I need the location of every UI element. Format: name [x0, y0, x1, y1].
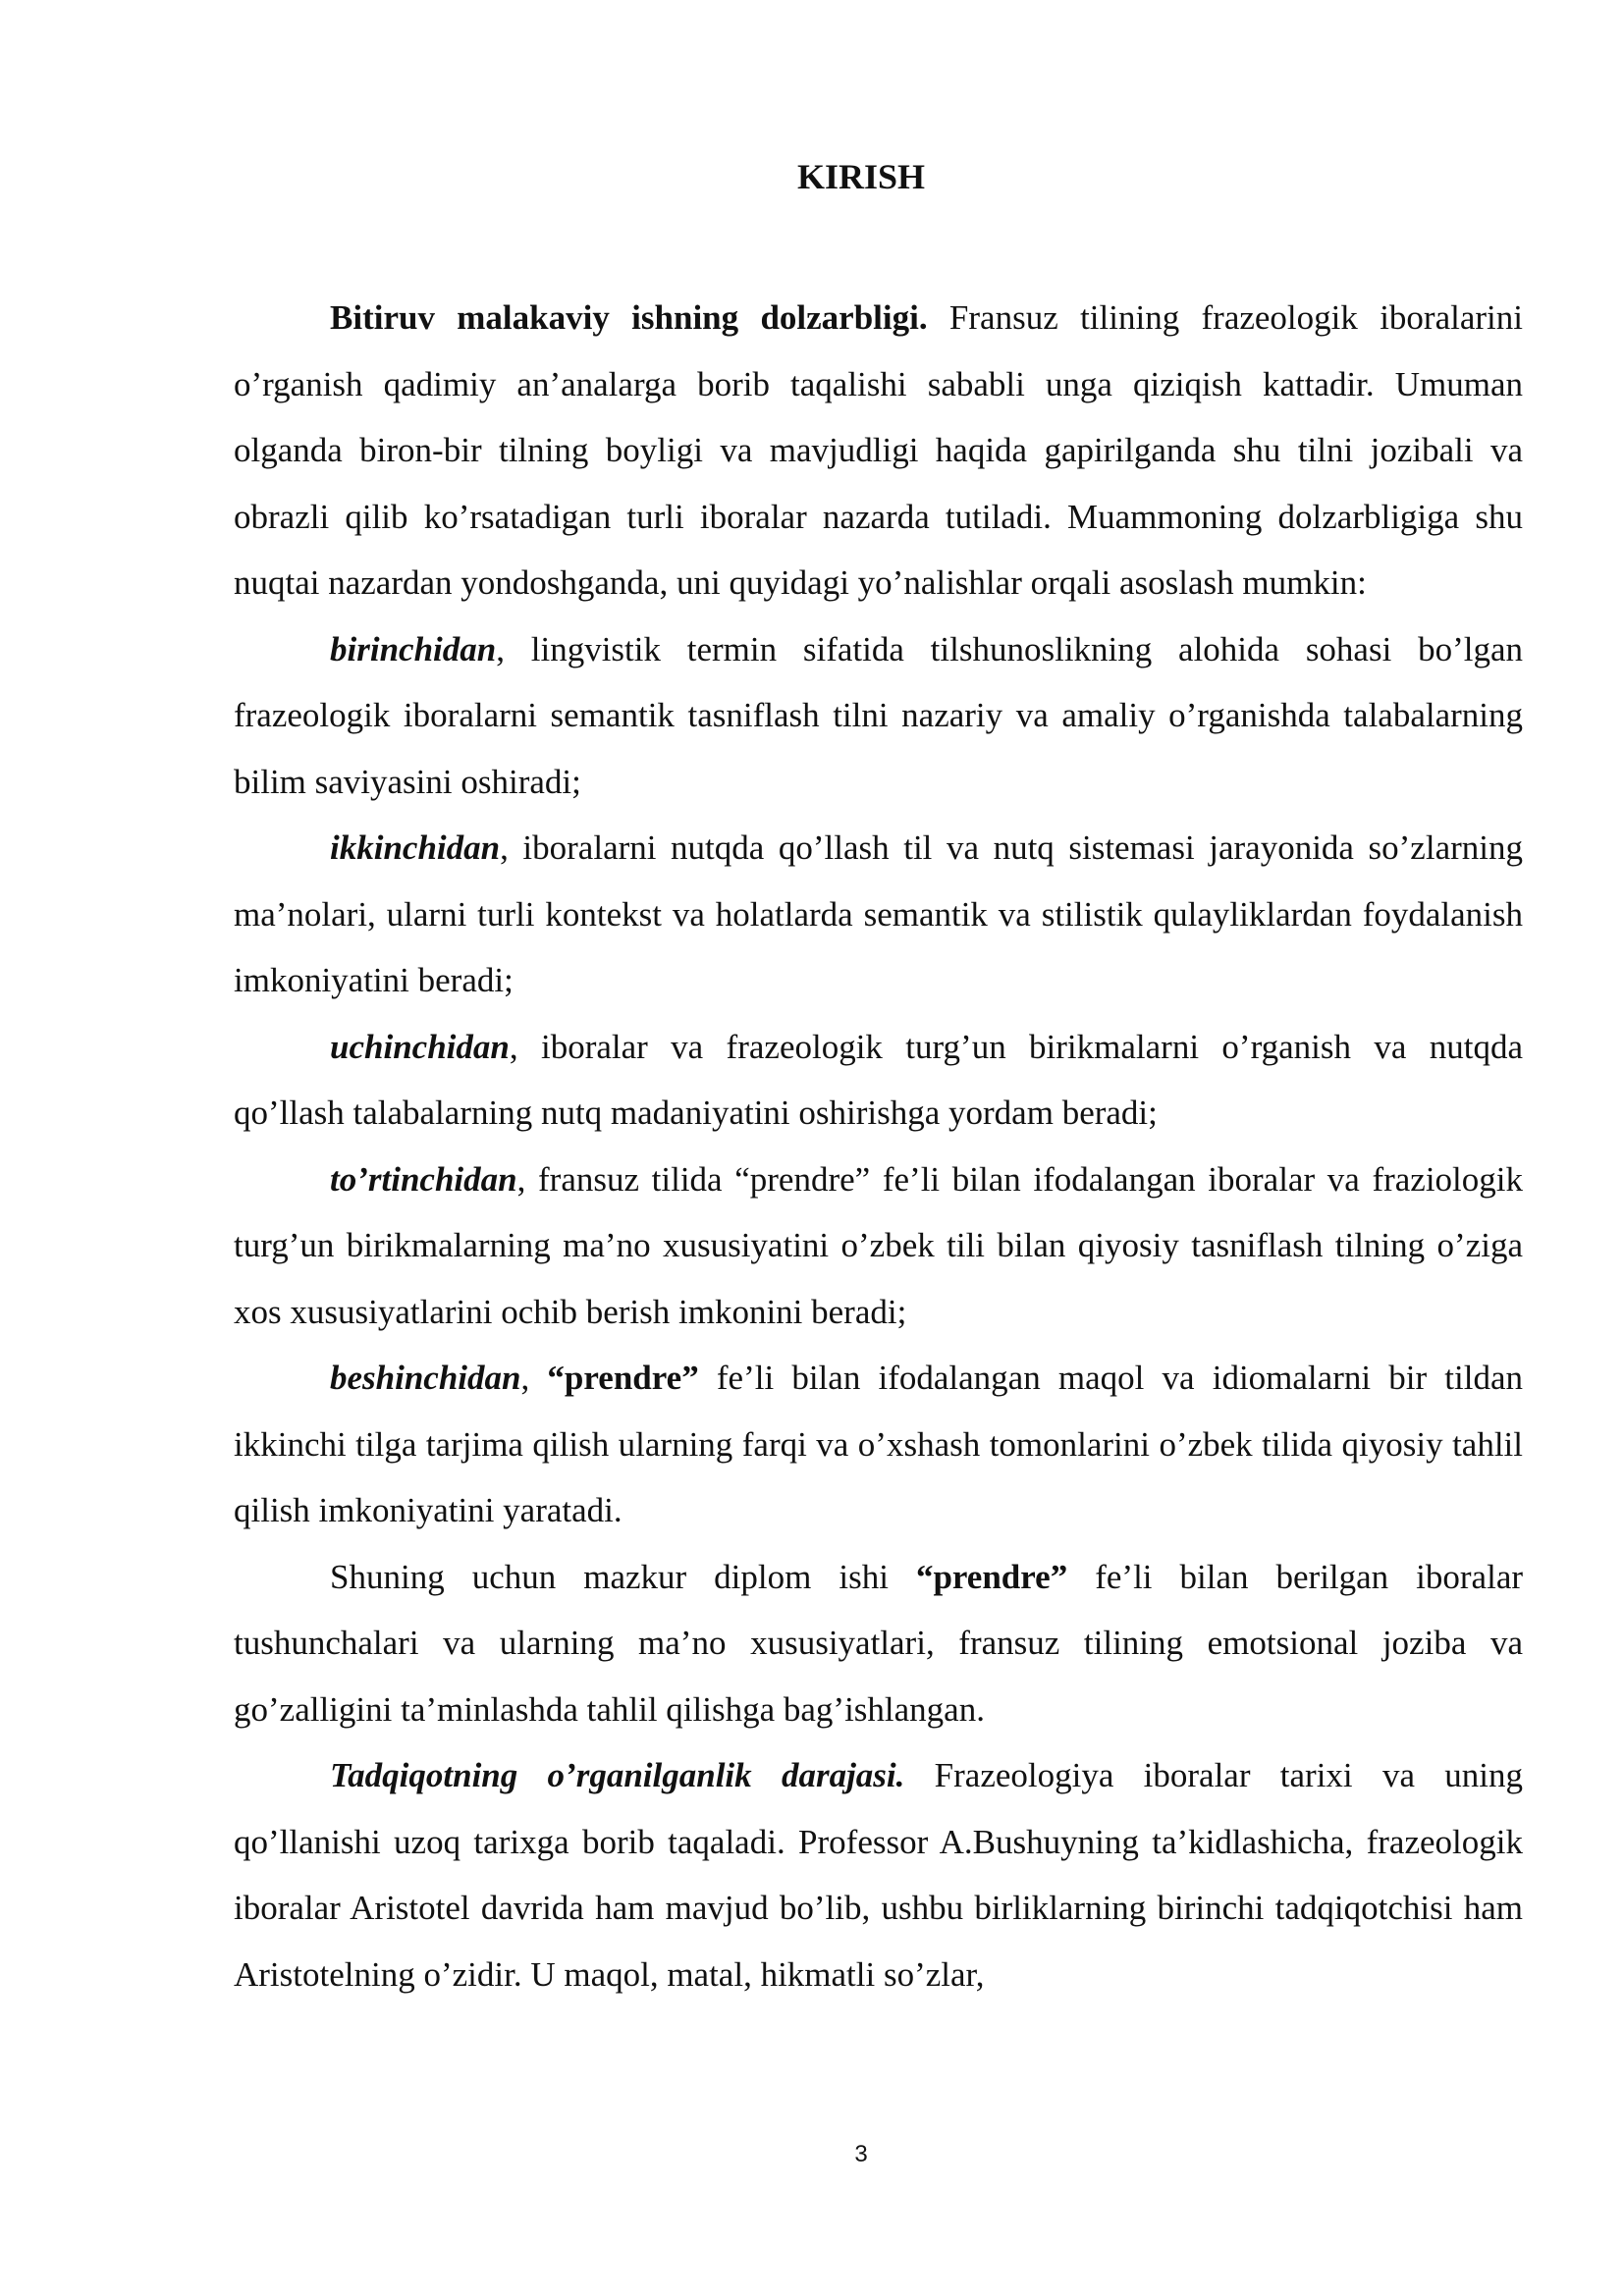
term-prendre: “prendre”: [915, 1557, 1068, 1596]
separator-text: ,: [520, 1359, 548, 1397]
list-marker-fourth: to’rtinchidan: [330, 1159, 517, 1199]
paragraph-second: [234, 815, 1523, 1014]
paragraph-third: [234, 1014, 1523, 1147]
paragraph-relevance: [234, 285, 1523, 616]
paragraph-text: , fransuz tilida “prendre” fe’li bilan ifodalangan iboralar va fraziologik turg’un birikmalarning ma’no xususiyatini o’zbek tili bilan qiyosiy tasniflash tilning o’ziga xos xususiyatlarini ochib berish imkonini beradi;: [234, 1159, 1523, 1331]
paragraph-text: Fransuz tilining frazeologik iboralarini o’rganish qadimiy an’analarga borib taqalishi sababli unga qiziqish kattadir. Umuman olganda biron-bir tilning boyligi va mavjudligi haqida gapirilganda shu tilni jozibali va obrazli qilib ko’rsatadigan turli iboralar nazarda tutiladi. Muammoning dolzarbligiga shu nuqtai nazardan yondoshganda, uni quyidagi yo’nalishlar orqali asoslash mumkin:: [234, 298, 1523, 602]
paragraph-text: fe’li bilan ifodalangan maqol va idiomalarni bir tildan ikkinchi tilga tarjima qilish ularning farqi va o’xshash tomonlarini o’zbek tilida qiyosiy tahlil qilish imkoniyatini yaratadi.: [234, 1359, 1523, 1529]
body-text: [234, 285, 1523, 2007]
paragraph-text-start: Shuning uchun mazkur diplom ishi: [330, 1557, 916, 1596]
paragraph-purpose: [234, 1544, 1523, 1743]
page-title: KIRISH: [796, 157, 926, 196]
study-degree-heading: Tadqiqotning o’rganilganlik darajasi.: [330, 1756, 905, 1794]
list-marker-fifth: beshinchidan: [330, 1359, 521, 1397]
relevance-heading: Bitiruv malakaviy ishning dolzarbligi.: [330, 298, 928, 337]
paragraph-text: , lingvistik termin sifatida tilshunoslikning alohida sohasi bo’lgan frazeologik iboralarni semantik tasniflash tilni nazariy va amaliy o’rganishda talabalarning bilim saviyasini oshiradi;: [234, 629, 1523, 801]
paragraph-fifth: [234, 1345, 1523, 1544]
list-marker-first: birinchidan: [330, 629, 497, 668]
paragraph-text: , iboralar va frazeologik turg’un birikmalarni o’rganish va nutqda qo’llash talabalarning nutq madaniyatini oshirishga yordam beradi;: [234, 1027, 1523, 1132]
list-marker-third: uchinchidan: [330, 1027, 510, 1066]
list-marker-second: ikkinchidan: [330, 828, 501, 867]
paragraph-first: [234, 616, 1523, 816]
term-prendre: “prendre”: [547, 1359, 699, 1397]
paragraph-text: , iboralarni nutqda qo’llash til va nutq sistemasi jarayonida so’zlarning ma’nolari, ularni turli kontekst va holatlarda semantik va stilistik qulayliklardan foydalanish imkoniyatini beradi;: [234, 828, 1523, 999]
paragraph-text: Frazeologiya iboralar tarixi va uning qo’llanishi uzoq tarixga borib taqaladi. Professor A.Bushuyning ta’kidlashicha, frazeologik iboralar Aristotel davrida ham mavjud bo’lib, ushbu birliklarning birinchi tadqiqotchisi ham Aristotelning o’zidir. U maqol, matal, hikmatli so’zlar,: [234, 1756, 1523, 1994]
paragraph-text: fe’li bilan berilgan iboralar tushunchalari va ularning ma’no xususiyatlari, fransuz tilining emotsional joziba va go’zalligini ta’minlashda tahlil qilishga bag’ishlangan.: [234, 1557, 1524, 1729]
page-number: 3: [854, 2141, 868, 2167]
paragraph-study-degree: [234, 1742, 1523, 2007]
paragraph-fourth: [234, 1147, 1523, 1346]
